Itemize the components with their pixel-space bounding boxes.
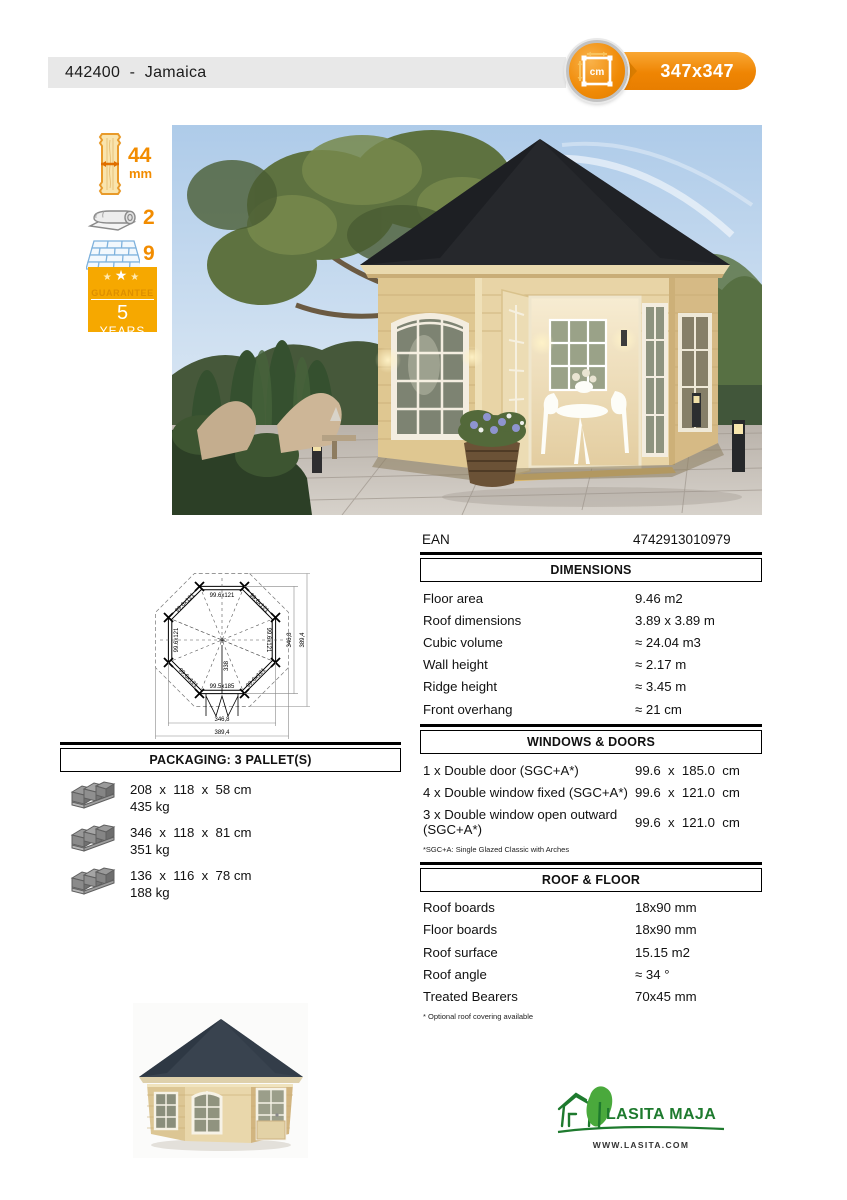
dim-edge-top: 99.6x121 <box>209 593 235 599</box>
table-row: 1 x Double door (SGC+A*) 99.6 x 185.0 cm <box>423 762 740 778</box>
brand-website: WWW.LASITA.COM <box>592 1140 690 1150</box>
roofing-roll-icon <box>86 202 140 239</box>
svg-text:✳: ✳ <box>219 638 225 645</box>
product-photo <box>172 125 762 515</box>
table-row: Roof surface 15.15 m2 <box>423 944 690 960</box>
page-title: 442400 - Jamaica <box>65 63 207 81</box>
guarantee-stars-icon: ★★★ <box>102 267 143 283</box>
pallet-icon <box>60 866 118 901</box>
size-badge-label: 347x347 <box>660 60 734 81</box>
table-row: 4 x Double window fixed (SGC+A*) 99.6 x 121.0 cm <box>423 784 740 800</box>
ean-value: 4742913010979 <box>633 532 731 547</box>
pallet-row <box>60 866 401 901</box>
table-row: 3 x Double window open outward (SGC+A*) 99.6 x 121.0 cm <box>423 807 740 838</box>
dim-inner-width-bottom: 346,8 <box>214 717 230 723</box>
pallet-dims: 208 x 118 x 58 cm <box>130 781 252 797</box>
dim-edge-door: 99.5x185 <box>209 684 235 690</box>
dim-outer-width-bottom: 389,4 <box>214 730 230 736</box>
dim-edge-upper-right: 99.6x121 <box>247 592 270 615</box>
pallet-weight: 435 kg <box>130 798 170 814</box>
floorplan-drawing <box>136 544 321 744</box>
pallet-weight: 188 kg <box>130 884 170 900</box>
dim-edge-right: 99.6x121 <box>265 627 271 653</box>
pallet-weight: 351 kg <box>130 841 170 857</box>
pallet-dims: 136 x 116 x 78 cm <box>130 867 252 883</box>
brand-name: LASITA MAJA <box>606 1106 717 1123</box>
product-render-thumbnail <box>133 1003 308 1158</box>
ean-label: EAN <box>422 532 450 547</box>
wall-thickness-unit: mm <box>129 166 153 181</box>
guarantee-years-value: 5 <box>116 302 129 324</box>
table-row: Roof dimensions 3.89 x 3.89 m <box>423 612 715 628</box>
dim-edge-upper-left: 99.6x121 <box>174 592 197 615</box>
table-row: Wall height ≈ 2.17 m <box>423 657 687 673</box>
section-title: ROOF & FLOOR <box>420 868 762 892</box>
dim-inner-width-right: 346,8 <box>287 632 293 648</box>
packaging-title: PACKAGING: 3 PALLET(S) <box>60 748 401 772</box>
pallet-row <box>60 823 401 858</box>
table-row: Treated Bearers 70x45 mm <box>423 989 697 1005</box>
brand-logo <box>556 1082 726 1150</box>
roof-floor-footnote: * Optional roof covering available <box>423 1011 534 1021</box>
dim-outer-width-right: 389,4 <box>300 632 306 648</box>
dim-edge-lower-right: 99.6x121 <box>245 667 268 690</box>
header-bar <box>48 57 566 88</box>
wall-thickness-value: 44 <box>128 144 152 167</box>
section-title: DIMENSIONS <box>420 558 762 582</box>
section-rule <box>420 552 762 555</box>
pallet-icon <box>60 823 118 858</box>
section-roof-floor <box>420 862 762 1023</box>
spec-column <box>420 531 762 1023</box>
table-row: Floor area 9.46 m2 <box>423 590 683 606</box>
section-dimensions <box>420 552 762 720</box>
dim-edge-lower-left: 99.6x121 <box>176 667 199 690</box>
table-row: Cubic volume ≈ 24.04 m3 <box>423 634 701 650</box>
section-rule <box>60 742 401 745</box>
section-rule <box>420 862 762 865</box>
section-title: WINDOWS & DOORS <box>420 730 762 754</box>
roll-count: 2 <box>143 206 155 229</box>
guarantee-label: GUARANTEE <box>91 288 154 298</box>
dim-center-height: 338 <box>224 660 230 672</box>
section-rule <box>420 724 762 727</box>
pallet-icon <box>60 780 118 815</box>
wall-plank-icon <box>94 132 126 201</box>
pallet-dims: 346 x 118 x 81 cm <box>130 824 252 840</box>
section-packaging <box>60 742 401 901</box>
table-row: Floor boards 18x90 mm <box>423 922 697 938</box>
shingle-count: 9 <box>143 242 155 265</box>
section-windows-doors <box>420 724 762 856</box>
measure-cm-icon <box>566 40 628 102</box>
dim-edge-left: 99.6x121 <box>174 627 180 653</box>
windows-doors-footnote: *SGC+A: Single Glazed Classic with Arches <box>423 844 570 854</box>
pallet-row <box>60 780 401 815</box>
ean-row <box>420 531 762 552</box>
table-row: Ridge height ≈ 3.45 m <box>423 679 687 695</box>
table-row: Front overhang ≈ 21 cm <box>423 701 682 717</box>
table-row: Roof boards 18x90 mm <box>423 900 697 916</box>
svg-text:cm: cm <box>589 67 605 78</box>
guarantee-years-label: YEARS <box>99 324 146 338</box>
table-row: Roof angle ≈ 34 ° <box>423 966 670 982</box>
guarantee-badge <box>88 267 157 338</box>
